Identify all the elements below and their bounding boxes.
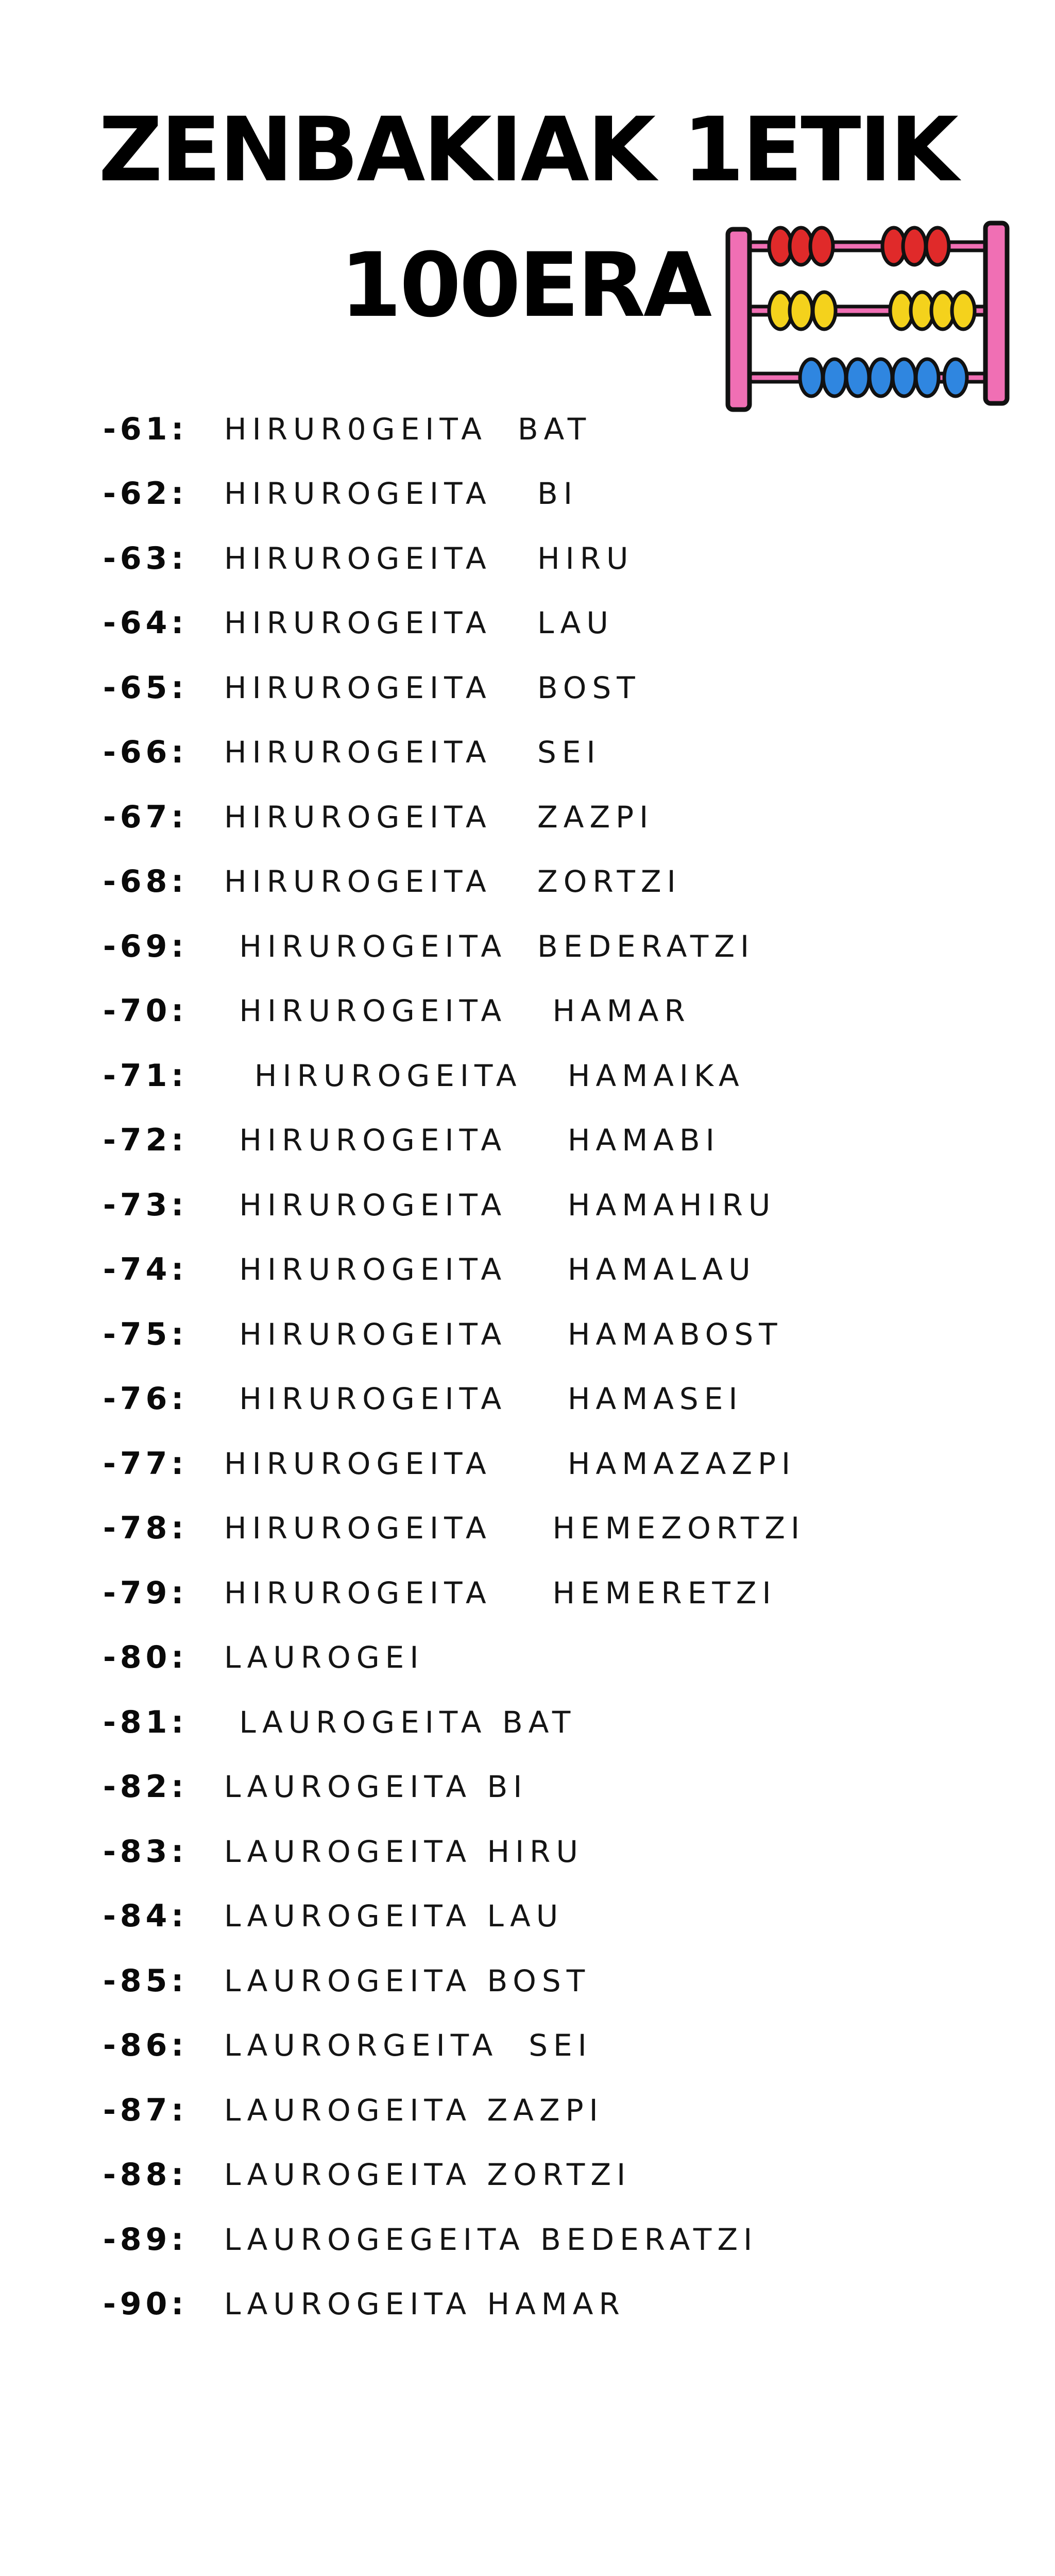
abacus-bead bbox=[813, 292, 836, 329]
number-row bbox=[103, 979, 1005, 1044]
row-word: LAUROGEITA BI bbox=[224, 1769, 528, 1805]
row-number: -89: bbox=[103, 2221, 188, 2258]
row-number: -65: bbox=[103, 669, 188, 706]
row-word: HIRUROGEITA HAMALAU bbox=[224, 1252, 756, 1287]
row-number: -85: bbox=[103, 1962, 188, 1999]
row-number: -78: bbox=[103, 1510, 188, 1547]
row-word: LAUROGEITA BAT bbox=[224, 1704, 576, 1740]
row-number: -87: bbox=[103, 2092, 188, 2128]
row-word: HIRUROGEITA HEMEZORTZI bbox=[224, 1511, 806, 1546]
number-row bbox=[103, 2207, 1005, 2272]
number-row bbox=[103, 526, 1005, 591]
row-word: LAUROGEGEITA BEDERATZI bbox=[224, 2222, 758, 2257]
row-word: HIRUROGEITA BI bbox=[224, 476, 578, 512]
row-number: -74: bbox=[103, 1251, 188, 1288]
row-number: -69: bbox=[103, 928, 188, 964]
number-row bbox=[103, 2078, 1005, 2143]
row-word: LAUROGEI bbox=[224, 1640, 424, 1675]
row-word: LAUROGEITA LAU bbox=[224, 1899, 564, 1934]
row-word: HIRUR0GEITA BAT bbox=[224, 411, 592, 447]
number-row bbox=[103, 1496, 1005, 1561]
row-word: LAUROGEITA ZAZPI bbox=[224, 2092, 604, 2128]
abacus-bead bbox=[952, 292, 975, 329]
row-word: HIRUROGEITA HAMAHIRU bbox=[224, 1187, 776, 1223]
number-row bbox=[103, 1884, 1005, 1949]
row-number: -62: bbox=[103, 476, 188, 512]
abacus-bead bbox=[800, 359, 823, 396]
row-number: -66: bbox=[103, 734, 188, 771]
number-row bbox=[103, 591, 1005, 656]
row-word: HIRUROGEITA HIRU bbox=[224, 540, 634, 576]
row-number: -61: bbox=[103, 411, 188, 447]
number-row bbox=[103, 655, 1005, 720]
abacus-bead bbox=[916, 359, 939, 396]
number-row bbox=[103, 914, 1005, 979]
row-word: HIRUROGEITA HAMAIKA bbox=[224, 1058, 745, 1093]
abacus-icon bbox=[724, 219, 1010, 417]
row-number: -77: bbox=[103, 1445, 188, 1482]
number-row bbox=[103, 1948, 1005, 2013]
row-word: HIRUROGEITA HAMABI bbox=[224, 1123, 720, 1158]
number-row bbox=[103, 850, 1005, 914]
row-number: -90: bbox=[103, 2286, 188, 2323]
row-number: -63: bbox=[103, 540, 188, 577]
row-number: -70: bbox=[103, 993, 188, 1029]
row-word: HIRUROGEITA BEDERATZI bbox=[224, 928, 755, 964]
row-word: HIRUROGEITA HAMABOST bbox=[224, 1316, 783, 1352]
row-word: LAUROGEITA BOST bbox=[224, 1963, 591, 1998]
row-number: -83: bbox=[103, 1833, 188, 1870]
number-row bbox=[103, 2143, 1005, 2208]
row-number: -80: bbox=[103, 1639, 188, 1676]
row-number: -81: bbox=[103, 1704, 188, 1740]
number-row bbox=[103, 1625, 1005, 1690]
row-word: HIRUROGEITA ZAZPI bbox=[224, 799, 654, 835]
number-row bbox=[103, 1561, 1005, 1625]
number-row bbox=[103, 1755, 1005, 1820]
row-word: LAUROGEITA HIRU bbox=[224, 1834, 584, 1869]
row-number: -82: bbox=[103, 1769, 188, 1805]
abacus-bead bbox=[846, 359, 869, 396]
number-row bbox=[103, 1431, 1005, 1496]
number-row bbox=[103, 397, 1005, 462]
number-row bbox=[103, 1302, 1005, 1367]
row-number: -75: bbox=[103, 1316, 188, 1352]
row-word: HIRUROGEITA HAMASEI bbox=[224, 1381, 743, 1417]
number-row bbox=[103, 1238, 1005, 1302]
row-number: -76: bbox=[103, 1381, 188, 1417]
row-word: HIRUROGEITA SEI bbox=[224, 735, 601, 770]
abacus-bead bbox=[790, 292, 812, 329]
row-number: -67: bbox=[103, 799, 188, 835]
row-number: -68: bbox=[103, 863, 188, 900]
abacus-bead bbox=[823, 359, 846, 396]
abacus-bead bbox=[944, 359, 967, 396]
number-row bbox=[103, 2272, 1005, 2337]
number-row bbox=[103, 720, 1005, 785]
number-row bbox=[103, 462, 1005, 527]
row-number: -64: bbox=[103, 605, 188, 641]
abacus-bead bbox=[870, 359, 892, 396]
row-number: -86: bbox=[103, 2027, 188, 2064]
page-title-line-2: 100ERA bbox=[340, 233, 710, 337]
number-row bbox=[103, 1367, 1005, 1432]
number-row bbox=[103, 1690, 1005, 1755]
number-row bbox=[103, 1043, 1005, 1108]
row-number: -71: bbox=[103, 1057, 188, 1094]
row-number: -84: bbox=[103, 1898, 188, 1935]
abacus-bead bbox=[926, 228, 949, 265]
row-word: HIRUROGEITA LAU bbox=[224, 605, 614, 641]
row-word: LAUROGEITA HAMAR bbox=[224, 2286, 625, 2322]
number-row bbox=[103, 785, 1005, 850]
row-word: HIRUROGEITA HAMAZAZPI bbox=[224, 1446, 796, 1481]
row-word: LAUROGEITA ZORTZI bbox=[224, 2157, 632, 2193]
row-number: -73: bbox=[103, 1187, 188, 1223]
row-number: -72: bbox=[103, 1122, 188, 1159]
row-number: -88: bbox=[103, 2157, 188, 2193]
abacus-bead bbox=[903, 228, 926, 265]
abacus-bead bbox=[810, 228, 833, 265]
page-title-line-1: ZENBAKIAK 1ETIK bbox=[98, 98, 957, 201]
row-word: HIRUROGEITA HEMERETZI bbox=[224, 1575, 777, 1611]
row-number: -79: bbox=[103, 1574, 188, 1611]
row-word: LAURORGEITA SEI bbox=[224, 2028, 592, 2063]
number-list bbox=[103, 397, 1005, 2336]
number-row bbox=[103, 1819, 1005, 1884]
row-word: HIRUROGEITA BOST bbox=[224, 670, 641, 705]
number-row bbox=[103, 1173, 1005, 1238]
row-word: HIRUROGEITA ZORTZI bbox=[224, 864, 682, 900]
abacus-bead bbox=[893, 359, 915, 396]
number-row bbox=[103, 2013, 1005, 2078]
number-row bbox=[103, 1108, 1005, 1173]
row-word: HIRUROGEITA HAMAR bbox=[224, 993, 691, 1029]
